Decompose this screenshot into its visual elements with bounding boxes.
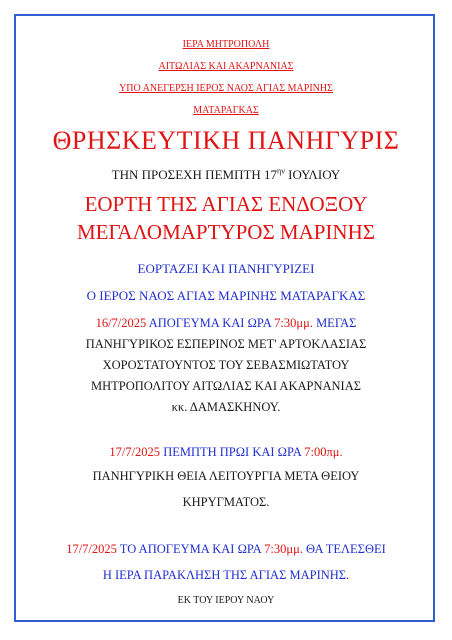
announce-prefix: ΤΗΝ ΠΡΟΣΕΧΗ ΠΕΜΠΤΗ 17 [111,167,278,182]
announce-sup: ην [277,166,285,176]
event3-line-2: Η ΙΕΡΑ ΠΑΡΑΚΛΗΣΗ ΤΗΣ ΑΓΙΑΣ ΜΑΡΙΝΗΣ. [102,568,350,582]
event2-date: 17/7/2025 [109,445,161,459]
event3-time: 7:30μμ. [264,542,303,556]
celebrates-line: ΕΟΡΤΑΖΕΙ ΚΑΙ ΠΑΝΗΓΥΡΙΖΕΙ [137,261,315,276]
event1-line-3: ΧΟΡΟΣΤΑΤΟΥΝΤΟΣ ΤΟΥ ΣΕΒΑΣΜΙΩΤΑΤΟΥ [102,358,350,372]
page-title: ΘΡΗΣΚΕΥΤΙΚΗ ΠΑΝΗΓΥΡΙΣ [52,126,400,155]
feast-line-1: ΕΟΡΤΗ ΤΗΣ ΑΓΙΑΣ ΕΝΔΟΞΟΥ [84,192,368,216]
event2-line-3: ΚΗΡΥΓΜΑΤΟΣ. [182,495,270,509]
header-line-3: ΥΠΟ ΑΝΕΓΕΡΣΗ ΙΕΡΟΣ ΝΑΟΣ ΑΓΙΑΣ ΜΑΡΙΝΗΣ [119,83,333,94]
event3-line-1 [0,543,452,556]
event1-line-2: ΠΑΝΗΓΥΡΙΚΟΣ ΕΣΠΕΡΙΝΟΣ ΜΕΤ' ΑΡΤΟΚΛΑΣΙΑΣ [85,337,367,351]
event2-line-1 [0,446,452,459]
event3-when: ΤΟ ΑΠΟΓΕΥΜΑ ΚΑΙ ΩΡΑ [116,542,265,556]
church-line: Ο ΙΕΡΟΣ ΝΑΟΣ ΑΓΙΑΣ ΜΑΡΙΝΗΣ ΜΑΤΑΡΑΓΚΑΣ [86,288,366,303]
event3-rest: ΘΑ ΤΕΛΕΣΘΕΙ [302,542,386,556]
event1-time: 7:30μμ. [274,316,313,330]
feast-line-2: ΜΕΓΑΛΟΜΑΡΤΥΡΟΣ ΜΑΡΙΝΗΣ [77,220,375,244]
footer-line: ΕΚ ΤΟΥ ΙΕΡΟΥ ΝΑΟΥ [177,595,275,606]
event1-line-4: ΜΗΤΡΟΠΟΛΙΤΟΥ ΑΙΤΩΛΙΑΣ ΚΑΙ ΑΚΑΡΝΑΝΙΑΣ [90,379,362,393]
header-line-1: ΙΕΡΑ ΜΗΤΡΟΠΟΛΗ [182,39,270,50]
announce-suffix: ΙΟΥΛΙΟΥ [284,167,341,182]
event1-rest: ΜΕΓΑΣ [312,316,357,330]
event2-line-2: ΠΑΝΗΓΥΡΙΚΗ ΘΕΙΑ ΛΕΙΤΟΥΡΓΙΑ ΜΕΤΑ ΘΕΙΟΥ [92,469,360,483]
header-line-2: ΑΙΤΩΛΙΑΣ ΚΑΙ ΑΚΑΡΝΑΝΙΑΣ [158,61,294,72]
event3-date: 17/7/2025 [66,542,117,556]
event1-when: ΑΠΟΓΕΥΜΑ ΚΑΙ ΩΡΑ [146,316,275,330]
header-line-4: ΜΑΤΑΡΑΓΚΑΣ [193,105,259,116]
event1-date: 16/7/2025 [95,316,147,330]
event2-when: ΠΕΜΠΤΗ ΠΡΩΙ ΚΑΙ ΩΡΑ [160,445,305,459]
event1-line-1 [0,317,452,330]
event2-time: 7:00πμ. [304,445,343,459]
announce-line [0,168,452,181]
event1-line-5: κκ. ΔΑΜΑΣΚΗΝΟΥ. [171,400,281,414]
